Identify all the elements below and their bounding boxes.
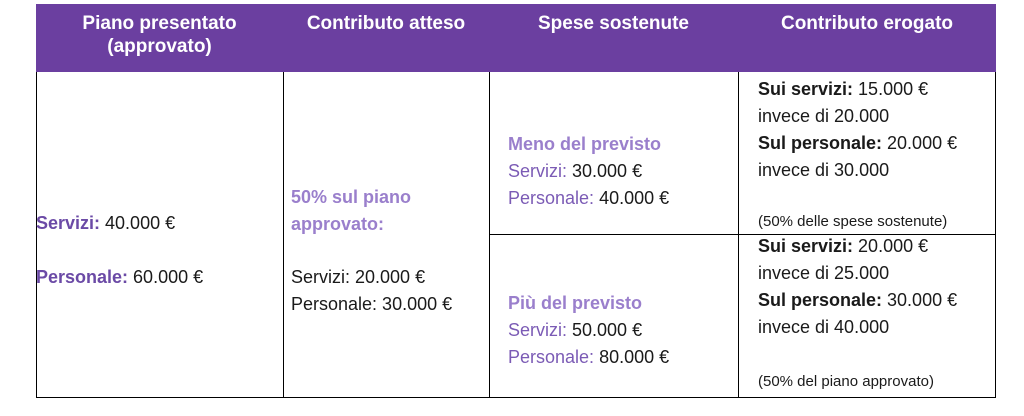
divider-col-2 (489, 72, 490, 398)
label: Sul personale: (758, 290, 883, 310)
servizi-label: Servizi: (36, 213, 101, 233)
meno-servizi (508, 158, 669, 185)
header-label: Spese sostenute (538, 13, 689, 34)
personale-label: Personale: (36, 267, 129, 287)
value: 15.000 € (853, 79, 929, 99)
piu-note: (50% del piano approvato) (758, 373, 934, 390)
header-line-1: Piano presentato (82, 13, 237, 34)
label: Personale: (508, 188, 595, 208)
meno-sul-personale (758, 130, 957, 157)
value: 30.000 € (882, 290, 958, 310)
piano-personale (36, 264, 203, 291)
contribution-table (36, 4, 996, 398)
header-piano-presentato (36, 4, 283, 72)
border-bottom (36, 397, 996, 398)
piano-servizi (36, 210, 175, 237)
piu-servizi-instead: invece di 25.000 (758, 263, 890, 283)
label: Personale: (508, 347, 595, 367)
atteso-title-line-2: approvato: (291, 214, 385, 234)
divider-col-1 (283, 72, 284, 398)
meno-note: (50% delle spese sostenute) (758, 213, 948, 230)
atteso-servizi: Servizi: 20.000 € (291, 267, 426, 287)
label: Servizi: (508, 320, 568, 340)
piu-servizi (508, 317, 669, 344)
header-label: Contributo erogato (780, 13, 954, 34)
erogato-piu (758, 233, 957, 341)
piu-title: Più del previsto (508, 293, 643, 313)
meno-sui-servizi (758, 76, 957, 103)
divider-col-3 (738, 72, 739, 398)
personale-value: 60.000 € (128, 267, 204, 287)
meno-servizi-instead: invece di 20.000 (758, 106, 890, 126)
value: 20.000 € (882, 133, 958, 153)
meno-title: Meno del previsto (508, 134, 662, 154)
value: 40.000 € (594, 188, 670, 208)
value: 80.000 € (594, 347, 670, 367)
spese-piu (508, 290, 669, 371)
piu-sul-personale (758, 287, 957, 314)
header-contributo-atteso (283, 4, 489, 72)
meno-personale-instead: invece di 30.000 (758, 160, 890, 180)
atteso-title (291, 184, 411, 238)
label: Sui servizi: (758, 79, 854, 99)
servizi-value: 40.000 € (100, 213, 176, 233)
atteso-title-line-1: 50% sul piano (291, 187, 412, 207)
value: 50.000 € (567, 320, 643, 340)
header-contributo-erogato (738, 4, 996, 72)
atteso-personale: Personale: 30.000 € (291, 294, 453, 314)
meno-personale (508, 185, 669, 212)
header-spese-sostenute (489, 4, 738, 72)
piu-personale (508, 344, 669, 371)
label: Sul personale: (758, 133, 883, 153)
header-line-2: (approvato) (107, 36, 212, 57)
header-label: Contributo atteso (306, 13, 466, 34)
piu-sui-servizi (758, 233, 957, 260)
value: 30.000 € (567, 161, 643, 181)
border-right (995, 72, 996, 398)
piu-personale-instead: invece di 40.000 (758, 317, 890, 337)
spese-meno (508, 131, 669, 212)
erogato-meno (758, 76, 957, 184)
label: Servizi: (508, 161, 568, 181)
value: 20.000 € (853, 236, 929, 256)
label: Sui servizi: (758, 236, 854, 256)
